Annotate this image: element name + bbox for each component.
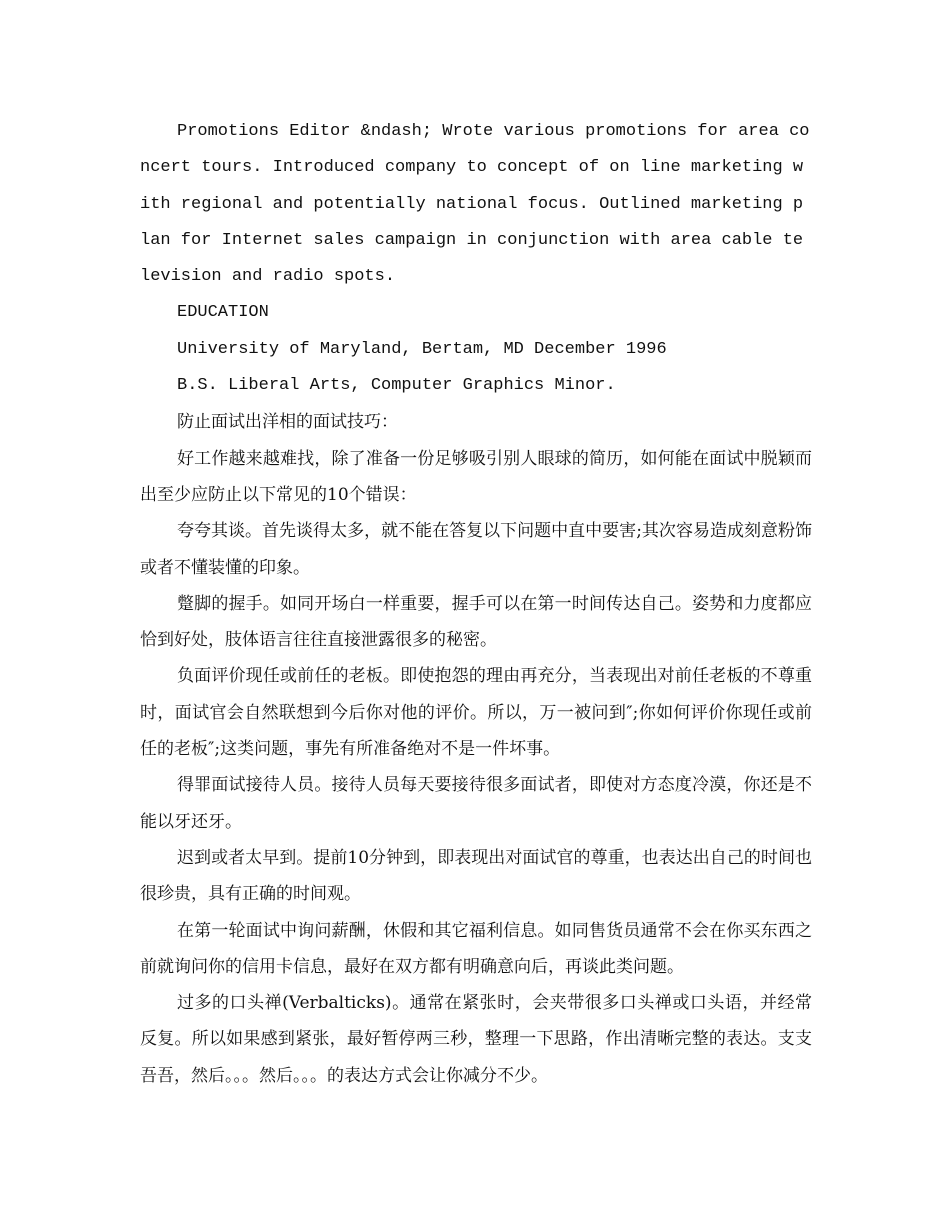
paragraph-tip-salary: 在第一轮面试中询问薪酬，休假和其它福利信息。如同售货员通常不会在你买东西之前就询问你的信用卡信息，最好在双方都有明确意向后，再谈此类问题。 — [140, 920, 812, 977]
paragraph-tip-receptionist: 得罪面试接待人员。接待人员每天要接待很多面试者，即使对方态度冷漠，你还是不能以牙还牙。 — [140, 775, 812, 832]
paragraph-degree: B.S. Liberal Arts, Computer Graphics Minor. — [177, 376, 616, 396]
paragraph-intro: 好工作越来越难找，除了准备一份足够吸引别人眼球的简历，如何能在面试中脱颖而出至少应防止以下常见的10个错误： — [140, 448, 812, 505]
paragraph-tip-criticizing-boss: 负面评价现任或前任的老板。即使抱怨的理由再充分，当表现出对前任老板的不尊重时，面试官会自然联想到今后你对他的评价。所以，万一被问到″;你如何评价你现任或前任的老板″;这类问题，事先有所准备绝对不是一件坏事。 — [140, 666, 812, 760]
section-title-interview-tips: 防止面试出洋相的面试技巧： — [177, 412, 398, 433]
document-body — [140, 114, 812, 1094]
paragraph-university: University of Maryland, Bertam, MD December 1996 — [177, 339, 667, 359]
paragraph-tip-handshake: 蹩脚的握手。如同开场白一样重要，握手可以在第一时间传达自己。姿势和力度都应恰到好处，肢体语言往往直接泄露很多的秘密。 — [140, 593, 812, 651]
education-heading: EDUCATION — [177, 303, 269, 323]
paragraph-promotions-editor: Promotions Editor &ndash; Wrote various promotions for area concert tours. Introduced company to concept of on line marketing with regional and potentially national focus. Outlined marketing plan for Internet sales campaign in conjunction with area cable television and radio spots. — [140, 122, 810, 287]
paragraph-tip-punctuality: 迟到或者太早到。提前10分钟到，即表现出对面试官的尊重，也表达出自己的时间也很珍贵，具有正确的时间观。 — [140, 847, 812, 905]
paragraph-tip-verbal-ticks: 过多的口头禅(Verbalticks)。通常在紧张时，会夹带很多口头禅或口头语，并经常反复。所以如果感到紧张，最好暂停两三秒，整理一下思路，作出清晰完整的表达。支支吾吾，然后。。。然后。。。的表达方式会让你减分不少。 — [140, 993, 812, 1086]
paragraph-tip-talking-too-much: 夸夸其谈。首先谈得太多，就不能在答复以下问题中直中要害;其次容易造成刻意粉饰或者不懂装懂的印象。 — [140, 521, 812, 578]
